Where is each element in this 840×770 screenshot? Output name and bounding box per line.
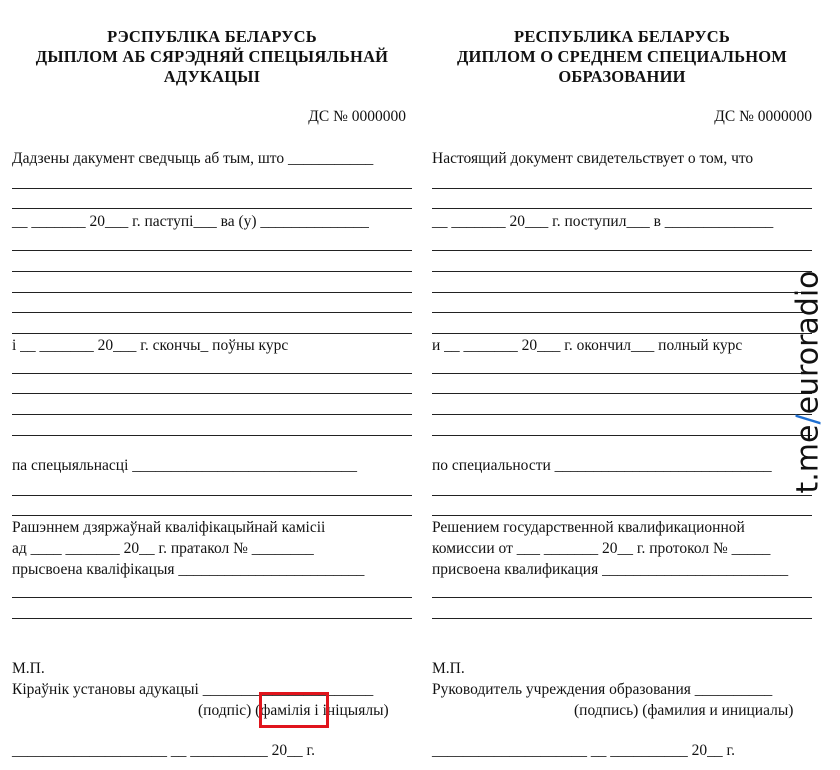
- blank-rule: [12, 208, 412, 209]
- russian-column: [432, 0, 812, 770]
- blank-rule: [12, 495, 412, 496]
- intro-line: Дадзены дакумент сведчыць аб тым, што ___________: [12, 150, 374, 167]
- head-signature-line: Кіраўнік установы адукацыі ______________________: [12, 681, 374, 698]
- qualification-line: присвоена квалификация ________________________: [432, 561, 789, 578]
- watermark-slash: /: [790, 414, 826, 425]
- blank-rule: [432, 597, 812, 598]
- blank-rule: [12, 333, 412, 334]
- title-line-3: ОБРАЗОВАНИИ: [558, 67, 686, 86]
- enrolment-line: __ _______ 20___ г. паступі___ ва (у) ______________: [12, 213, 369, 230]
- blank-rule: [432, 414, 812, 415]
- diploma-number: ДС № 0000000: [308, 108, 406, 125]
- date-line: ____________________ __ __________ 20__ г.: [12, 742, 315, 759]
- speciality-line: па спецыяльнасці _____________________________: [12, 457, 358, 474]
- title-line-1: РЕСПУБЛИКА БЕЛАРУСЬ: [514, 27, 730, 46]
- blank-rule: [12, 312, 412, 313]
- blank-rule: [12, 597, 412, 598]
- diploma-number: ДС № 0000000: [714, 108, 812, 125]
- intro-line: Настоящий документ свидетельствует о том, что: [432, 150, 754, 167]
- blank-rule: [432, 435, 812, 436]
- graduation-line: и __ _______ 20___ г. окончил___ полный курс: [432, 337, 743, 354]
- blank-rule: [432, 292, 812, 293]
- blank-rule: [12, 271, 412, 272]
- enrolment-line: __ _______ 20___ г. поступил___ в ______________: [432, 213, 774, 230]
- blank-rule: [432, 495, 812, 496]
- highlight-box: [259, 692, 329, 728]
- blank-rule: [432, 333, 812, 334]
- blank-rule: [432, 188, 812, 189]
- signature-hint: (подпіс) (фамілія і ініцыялы): [198, 702, 389, 719]
- blank-rule: [432, 515, 812, 516]
- title-line-1: РЭСПУБЛІКА БЕЛАРУСЬ: [107, 27, 317, 46]
- blank-rule: [12, 373, 412, 374]
- blank-rule: [432, 208, 812, 209]
- watermark-prefix: t.me: [790, 424, 826, 494]
- commission-line-2: комиссии от ___ _______ 20__ г. протокол № _____: [432, 540, 771, 557]
- blank-rule: [12, 292, 412, 293]
- blank-rule: [432, 618, 812, 619]
- title-line-3: АДУКАЦЫІ: [163, 67, 261, 86]
- blank-rule: [12, 414, 412, 415]
- belarusian-title: [12, 27, 412, 87]
- blank-rule: [12, 250, 412, 251]
- signature-hint: (подпись) (фамилия и инициалы): [574, 702, 794, 719]
- title-line-2: ДЫПЛОМ АБ СЯРЭДНЯЙ СПЕЦЫЯЛЬНАЙ: [35, 47, 389, 66]
- blank-rule: [432, 312, 812, 313]
- blank-rule: [432, 250, 812, 251]
- speciality-line: по специальности ____________________________: [432, 457, 772, 474]
- commission-line-1: Рашэннем дзяржаўнай кваліфікацыйнай камісіі: [12, 519, 326, 536]
- graduation-line: і __ _______ 20___ г. скончы_ поўны курс: [12, 337, 289, 354]
- qualification-line: прысвоена кваліфікацыя ________________________: [12, 561, 365, 578]
- watermark-suffix: euroradio: [790, 270, 826, 415]
- watermark-text: [791, 270, 826, 493]
- date-line: ____________________ __ __________ 20__ г.: [432, 742, 735, 759]
- russian-title: [432, 27, 812, 87]
- stamp-label: М.П.: [432, 660, 465, 677]
- belarusian-column: [12, 0, 412, 770]
- commission-line-1: Решением государственной квалификационной: [432, 519, 745, 536]
- blank-rule: [432, 393, 812, 394]
- head-signature-line: Руководитель учреждения образования __________: [432, 681, 773, 698]
- blank-rule: [12, 393, 412, 394]
- blank-rule: [12, 435, 412, 436]
- commission-line-2: ад ____ _______ 20__ г. пратакол № ________: [12, 540, 314, 557]
- title-line-2: ДИПЛОМ О СРЕДНЕМ СПЕЦИАЛЬНОМ: [456, 47, 788, 66]
- blank-rule: [12, 515, 412, 516]
- blank-rule: [12, 188, 412, 189]
- blank-rule: [432, 373, 812, 374]
- blank-rule: [432, 271, 812, 272]
- watermark: [780, 270, 836, 494]
- blank-rule: [12, 618, 412, 619]
- stamp-label: М.П.: [12, 660, 45, 677]
